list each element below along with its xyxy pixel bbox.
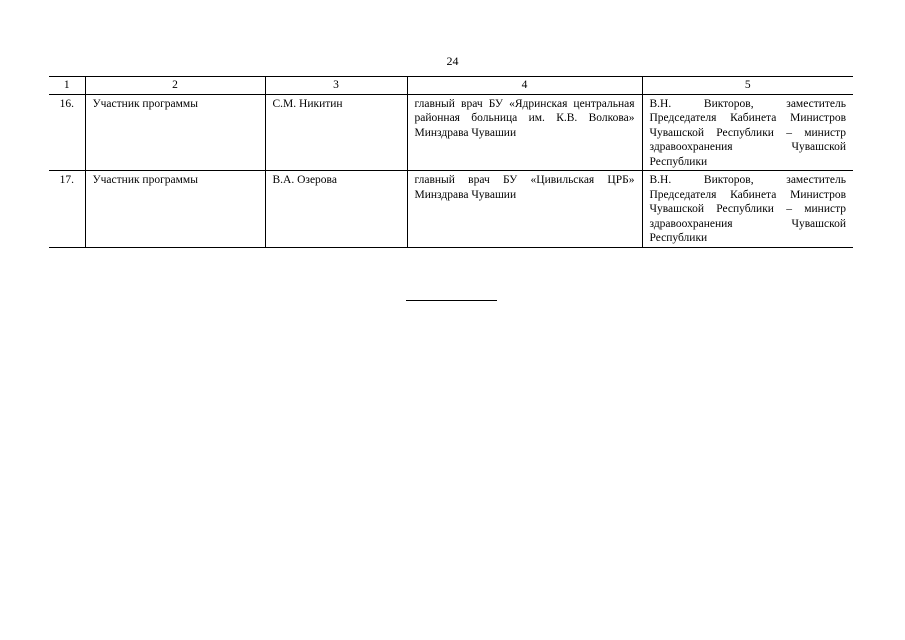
row-curator: В.Н. Викторов, заместитель Председателя Кабинета Министров Чувашской Республики – министр здравоохранения Чувашской Республики bbox=[642, 171, 853, 248]
table-row bbox=[49, 171, 853, 248]
participants-table bbox=[49, 76, 853, 248]
row-name: С.М. Никитин bbox=[265, 94, 407, 171]
column-header-2: 2 bbox=[85, 77, 265, 95]
row-position: главный врач БУ «Ядринская центральная районная больница им. К.В. Волкова» Минздрава Чувашии bbox=[407, 94, 642, 171]
table-header-row bbox=[49, 77, 853, 95]
row-role: Участник программы bbox=[85, 171, 265, 248]
column-header-4: 4 bbox=[407, 77, 642, 95]
row-number: 17. bbox=[59, 174, 74, 186]
row-role: Участник программы bbox=[85, 94, 265, 171]
end-divider-line bbox=[406, 300, 497, 301]
column-header-5: 5 bbox=[642, 77, 853, 95]
row-name: В.А. Озерова bbox=[265, 171, 407, 248]
row-position: главный врач БУ «Цивильская ЦРБ» Минздрава Чувашии bbox=[407, 171, 642, 248]
row-number: 16. bbox=[59, 97, 74, 110]
page-number: 24 bbox=[446, 54, 459, 68]
column-header-3: 3 bbox=[265, 77, 407, 95]
column-header-1: 1 bbox=[49, 77, 85, 95]
row-curator: В.Н. Викторов, заместитель Председателя Кабинета Министров Чувашской Республики – министр здравоохранения Чувашской Республики bbox=[642, 94, 853, 171]
table-row bbox=[49, 94, 853, 171]
